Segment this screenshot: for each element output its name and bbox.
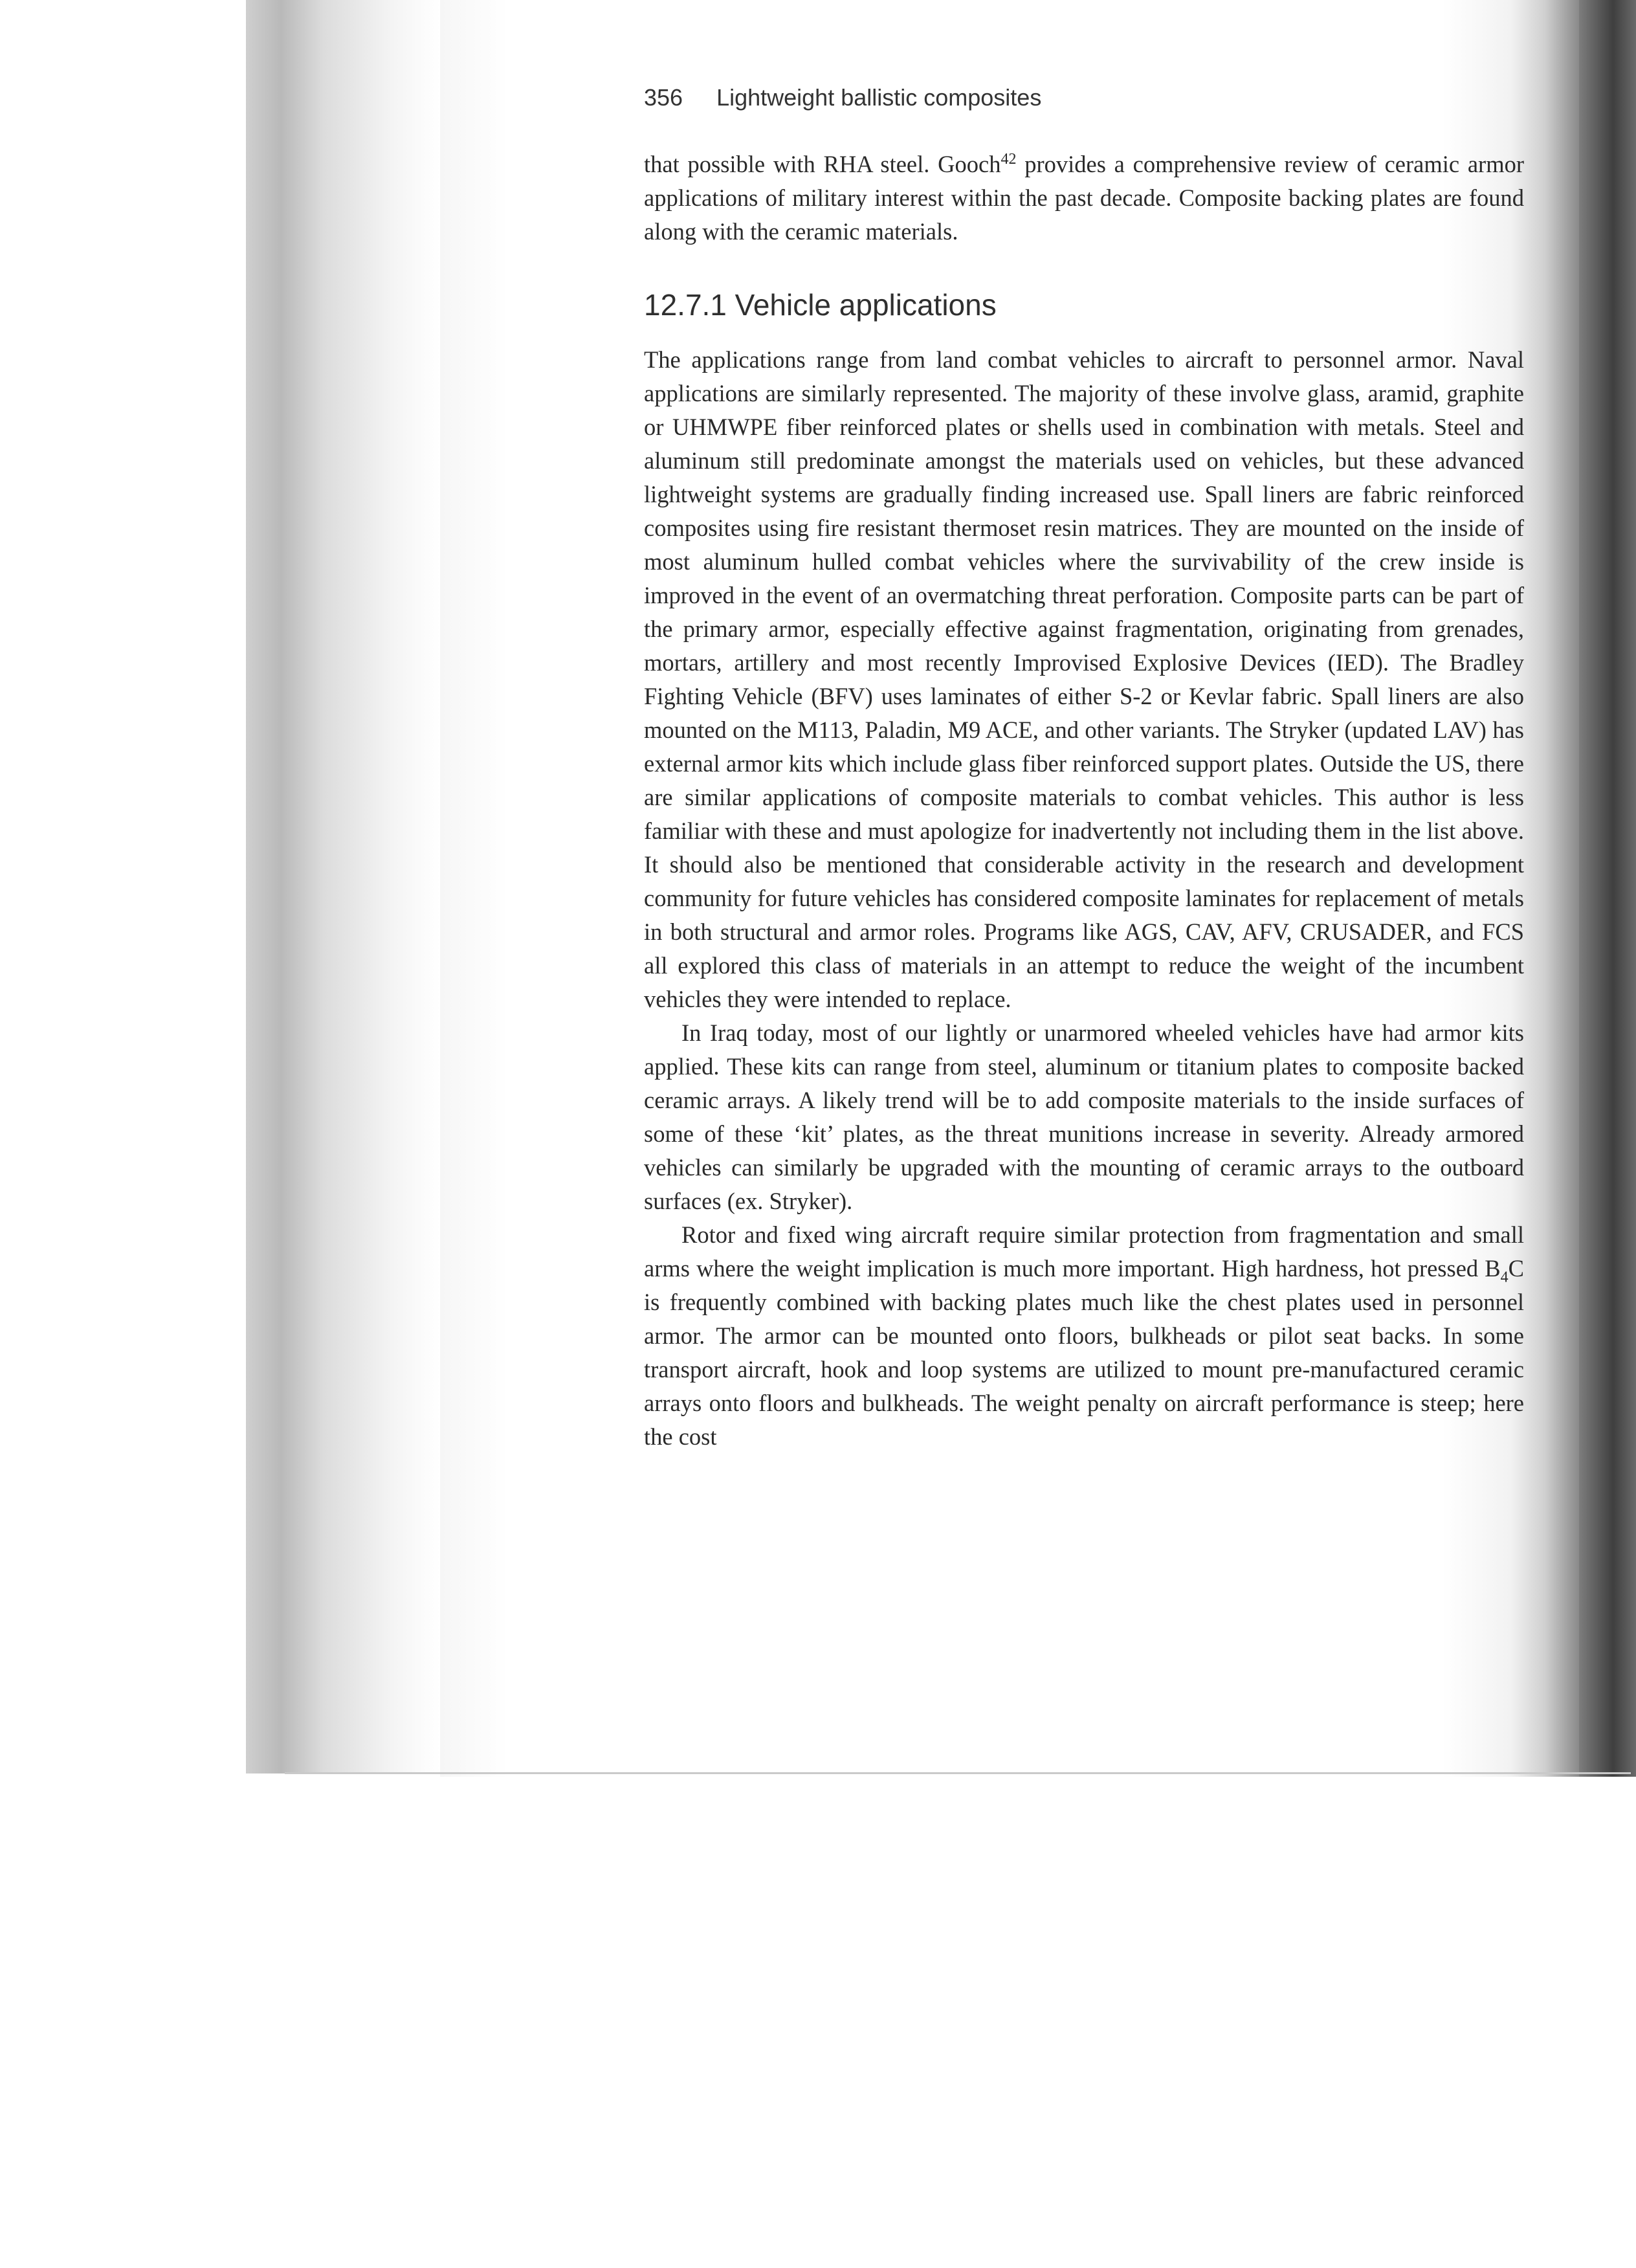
- paragraph-3-text-end: C is frequently combined with backing plates much like the chest plates used in personnel armor. The armor can be mounted onto floors, bulkheads or pilot seat backs. In some transport aircraft, hook and loop systems are utilized to mount pre-manufactured ceramic arrays onto floors and bulkheads. The weight penalty on aircraft performance is steep; here the cost: [644, 1255, 1524, 1450]
- page-content: [644, 84, 1524, 1454]
- book-spine-shadow: [246, 0, 440, 1773]
- reference-number: 42: [1000, 150, 1017, 168]
- running-head: [644, 84, 1524, 111]
- body-paragraph-2: In Iraq today, most of our lightly or unarmored wheeled vehicles have had armor kits applied. These kits can range from steel, aluminum or titanium plates to composite backed ceramic arrays. A likely trend will be to add composite materials to the inside surfaces of some of these ‘kit’ plates, as the threat munitions increase in severity. Already armored vehicles can similarly be upgraded with the mounting of ceramic arrays to the outboard surfaces (ex. Stryker).: [644, 1019, 1524, 1214]
- page-fold-shadow: [1579, 0, 1636, 1777]
- intro-text-end: provides a comprehensive review of ceramic armor applications of military interest within the past decade. Composite backing plates are found along with the ceramic materials.: [644, 151, 1524, 245]
- section-heading: 12.7.1 Vehicle applications: [644, 288, 997, 322]
- intro-paragraph: [644, 148, 1524, 249]
- running-head-title: Lightweight ballistic composites: [716, 84, 1042, 111]
- body-paragraph-1: The applications range from land combat vehicles to aircraft to personnel armor. Naval applications are similarly represented. The majority of these involve glass, aramid, graphite or UHMWPE fiber reinforced plates or shells used in combination with metals. Steel and aluminum still predominate amongst the materials used on vehicles, but these advanced lightweight systems are gradually finding increased use. Spall liners are fabric reinforced composites using fire resistant thermoset resin matrices. They are mounted on the inside of most aluminum hulled combat vehicles where the survivability of the crew inside is improved in the event of an overmatching threat perforation. Composite parts can be part of the primary armor, especially effective against fragmentation, originating from grenades, mortars, artillery and most recently Improvised Explosive Devices (IED). The Bradley Fighting Vehicle (BFV) uses laminates of either S-2 or Kevlar fabric. Spall liners are also mounted on the M113, Paladin, M9 ACE, and other variants. The Stryker (updated LAV) has external armor kits which include glass fiber reinforced support plates. Outside the US, there are similar applications of composite materials to combat vehicles. This author is less familiar with these and must apologize for inadvertently not including them in the list above. It should also be mentioned that considerable activity in the research and development community for future vehicles has considered composite laminates for replacement of metals in both structural and armor roles. Programs like AGS, CAV, AFV, CRUSADER, and FCS all explored this class of materials in an attempt to reduce the weight of the incumbent vehicles they were intended to replace.: [644, 346, 1524, 1012]
- page-bottom-edge: [285, 1772, 1631, 1774]
- formula-subscript: 4: [1500, 1269, 1509, 1286]
- paragraph-3-text-start: Rotor and fixed wing aircraft require similar protection from fragmentation and small arms where the weight implication is much more important. High hardness, hot pressed B: [644, 1221, 1524, 1282]
- intro-text-start: that possible with RHA steel. Gooch: [644, 151, 1001, 177]
- page-number: 356: [644, 84, 683, 111]
- body-paragraph-3: [644, 1218, 1524, 1454]
